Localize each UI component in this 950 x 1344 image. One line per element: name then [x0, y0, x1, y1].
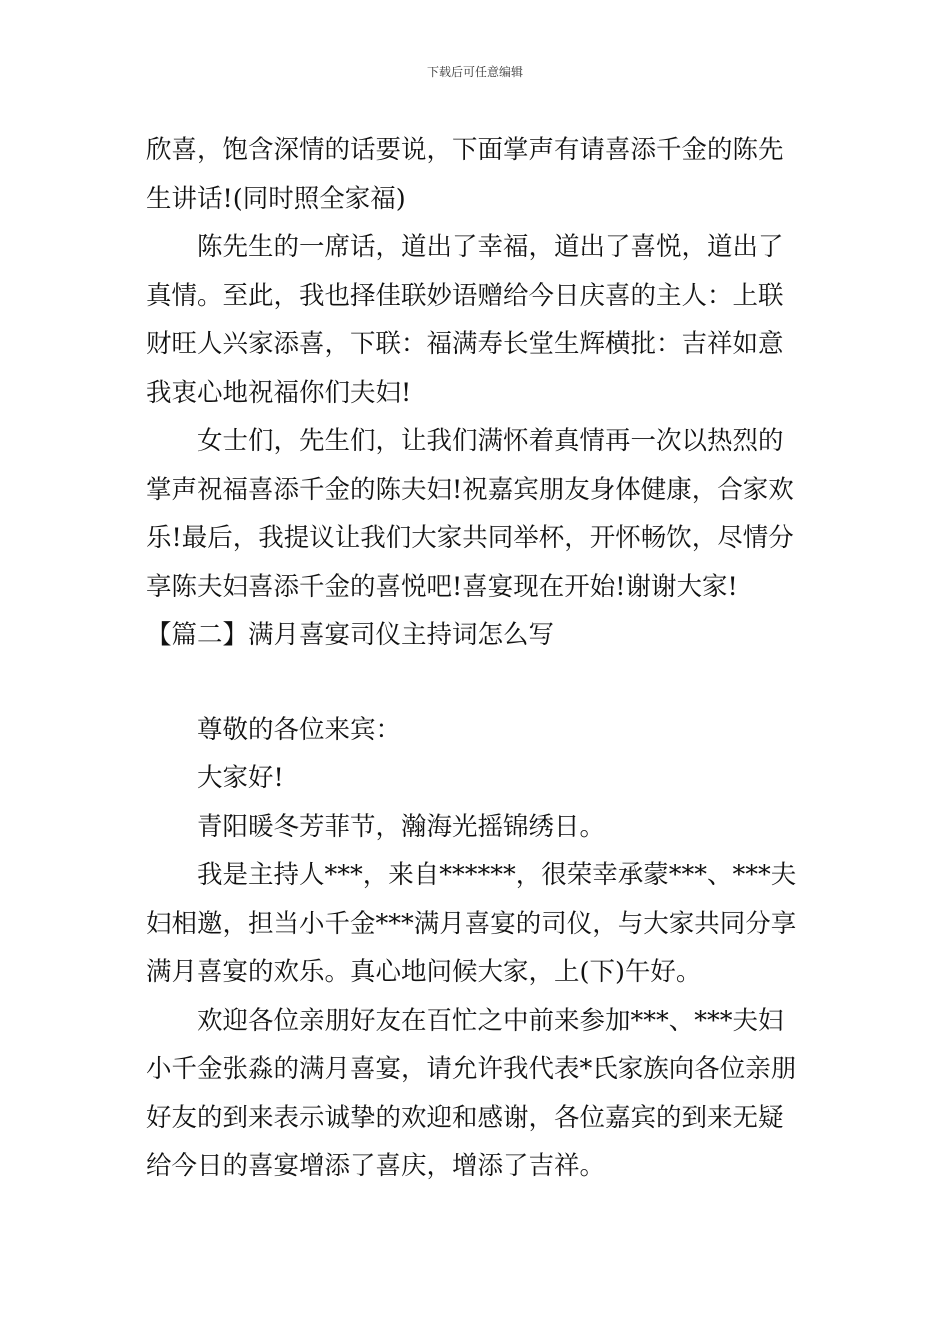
- text-line: 满月喜宴的欢乐。真心地问候大家，上(下)午好。: [146, 957, 702, 987]
- text-line: 财旺人兴家添喜，下联：福满寿长堂生辉横批：吉祥如意: [146, 329, 784, 359]
- text-line: 妇相邀，担当小千金***满月喜宴的司仪，与大家共同分享: [146, 908, 797, 939]
- text-line: 生讲话!(同时照全家福): [146, 183, 406, 214]
- text-line: 欢迎各位亲朋好友在百忙之中前来参加***、***夫妇: [197, 1005, 784, 1036]
- text-line: 女士们，先生们，让我们满怀着真情再一次以热烈的: [197, 426, 784, 456]
- text-line: 乐!最后，我提议让我们大家共同举杯，开怀畅饮，尽情分: [146, 523, 794, 553]
- text-line: 掌声祝福喜添千金的陈夫妇!祝嘉宾朋友身体健康，合家欢: [146, 474, 794, 505]
- text-line: 我衷心地祝福你们夫妇!: [146, 377, 412, 408]
- text-line: 好友的到来表示诚挚的欢迎和感谢，各位嘉宾的到来无疑: [146, 1102, 784, 1133]
- text-line: 小千金张淼的满月喜宴，请允许我代表*氏家族向各位亲朋: [146, 1054, 797, 1084]
- text-line: 尊敬的各位来宾：: [197, 714, 402, 745]
- text-line: 真情。至此，我也择佳联妙语赠给今日庆喜的主人：上联: [146, 280, 784, 311]
- blank-line: [146, 660, 808, 706]
- text-line: 青阳暖冬芳菲节，瀚海光摇锦绣日。: [197, 811, 606, 842]
- text-line: 享陈夫妇喜添千金的喜悦吧!喜宴现在开始!谢谢大家!: [146, 571, 738, 602]
- text-line: 给今日的喜宴增添了喜庆，增添了吉祥。: [146, 1151, 606, 1181]
- document-body: [146, 126, 808, 1191]
- text-line: 欣喜，饱含深情的话要说，下面掌声有请喜添千金的陈先: [146, 135, 784, 165]
- section-heading: 【篇二】满月喜宴司仪主持词怎么写: [146, 620, 555, 650]
- text-line: 大家好!: [197, 763, 284, 793]
- text-line: 陈先生的一席话，道出了幸福，道出了喜悦，道出了: [197, 232, 784, 262]
- text-line: 我是主持人***，来自******，很荣幸承蒙***、***夫: [197, 860, 797, 890]
- page-header-note: 下载后可任意编辑: [426, 65, 523, 79]
